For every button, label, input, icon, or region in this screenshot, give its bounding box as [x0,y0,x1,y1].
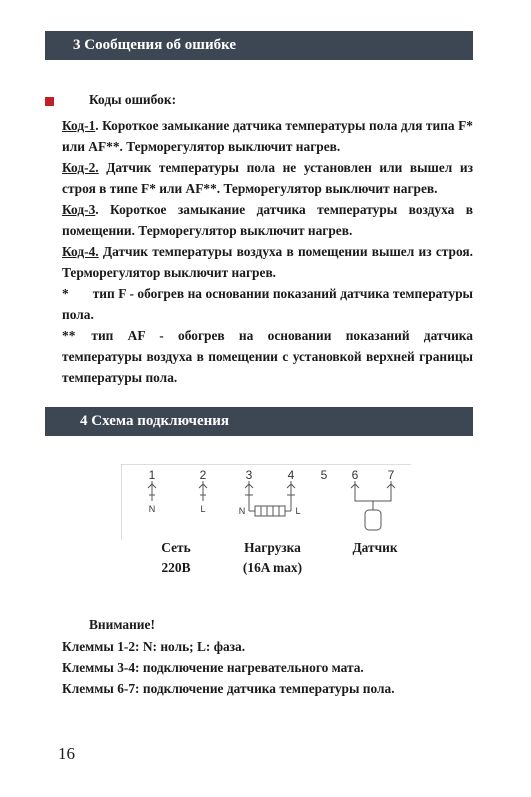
sensor-icon [365,510,381,530]
page-number: 16 [58,744,75,763]
error-code-text: Датчик температуры воздуха в помещении вышел из строя. Терморегулятор выключит нагрев. [62,244,473,280]
type-note [62,283,473,325]
wire-label-n: N [238,506,246,516]
section-3-header [45,31,473,60]
section-4-header [45,407,473,436]
error-code-item [62,157,473,199]
error-code-item [62,115,473,157]
warning-line: Клеммы 6-7: подключение датчика температуры пола. [62,681,395,696]
caption-network-line1: Сеть [161,540,191,555]
terminal-6-label: 6 [351,468,359,482]
terminal-4-wire [287,481,295,511]
heating-element-icon [255,506,285,516]
note-text: тип F - обогрев на основании показаний датчика температуры пола. [62,286,473,322]
error-code-text: . Короткое замыкание датчика температуры воздуха в помещении. Терморегулятор выключит нагрев. [62,202,473,238]
section-3-title: 3 Сообщения об ошибке [73,37,237,53]
warning-title: Внимание! [89,617,155,632]
caption-load [225,538,320,578]
error-code-label: Код-1 [62,118,96,133]
wiring-diagram [121,464,411,540]
warning-line: Клеммы 3-4: подключение нагревательного мата. [62,660,364,675]
note-mark: * [62,286,69,301]
wire-label-l: L [295,506,301,516]
terminal-7-label: 7 [387,468,395,482]
terminal-2-label: 2 [199,468,207,482]
wire-label-l: L [200,504,206,514]
note-text: тип AF - обогрев на основании показаний датчика температуры воздуха в помещении с установкой верхней границы температуры пола. [62,328,473,385]
terminal-3-wire [245,481,253,511]
bullet-square-icon [45,97,54,106]
caption-network [146,538,206,578]
terminal-2-wire [199,481,207,501]
terminal-5-label: 5 [320,468,328,482]
note-mark: ** [62,328,76,343]
terminal-1-label: 1 [148,468,156,482]
error-codes-heading: Коды ошибок: [89,92,177,107]
terminal-6-wire [351,481,373,510]
error-codes-list [62,115,473,388]
caption-network-line2: 220В [161,560,191,575]
error-code-item [62,199,473,241]
warning-line: Клеммы 1-2: N: ноль; L: фаза. [62,639,246,654]
terminal-4-label: 4 [287,468,295,482]
error-code-text: . Короткое замыкание датчика температуры пола для типа F* или AF**. Терморегулятор выключит нагрев. [62,118,473,154]
type-note [62,325,473,388]
error-code-label: Код-3 [62,202,96,217]
error-code-label: Код-2. [62,160,99,175]
error-code-item [62,241,473,283]
wire-label-n: N [148,504,156,514]
caption-sensor-line1: Датчик [352,540,398,555]
error-code-text: Датчик температуры пола не установлен или вышел из строя в типе F* или AF**. Терморегулятор выключит нагрев. [62,160,473,196]
error-code-label: Код-4. [62,244,99,259]
caption-load-line1: Нагрузка [244,540,301,555]
terminal-3-label: 3 [245,468,253,482]
section-4-title: 4 Схема подключения [80,413,229,429]
terminal-1-wire [148,481,156,501]
terminal-7-wire [373,481,395,501]
caption-load-line2: (16A max) [242,560,303,575]
caption-sensor [340,538,410,558]
